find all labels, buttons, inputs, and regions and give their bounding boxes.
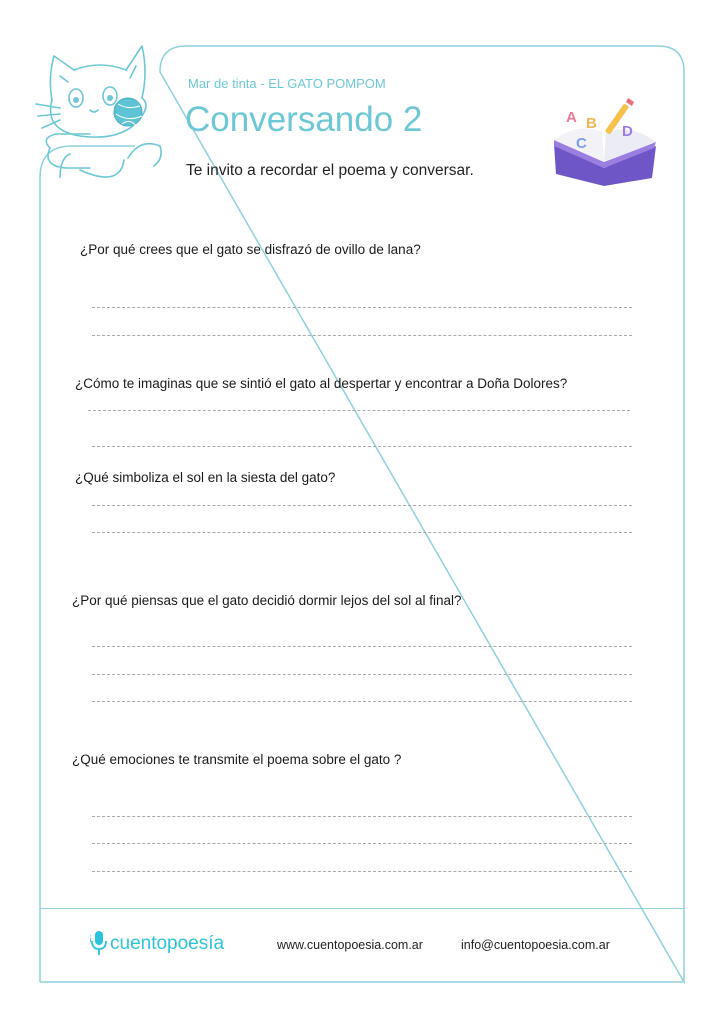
question-1: ¿Por qué crees que el gato se disfrazó de ovillo de lana? (80, 242, 421, 257)
worksheet-intro: Te invito a recordar el poema y conversar. (186, 162, 474, 179)
book-letter-b: B (586, 115, 597, 132)
footer-divider (40, 908, 684, 909)
answer-line[interactable] (92, 646, 632, 647)
microphone-icon (90, 930, 108, 956)
answer-line[interactable] (92, 335, 632, 336)
answer-line[interactable] (92, 505, 632, 506)
worksheet-subtitle: Mar de tinta - EL GATO POMPOM (188, 76, 386, 91)
question-4: ¿Por qué piensas que el gato decidió dormir lejos del sol al final? (72, 593, 462, 608)
answer-line[interactable] (92, 307, 632, 308)
brand-logo-text[interactable]: cuentopoesía (110, 933, 225, 954)
answer-line[interactable] (92, 843, 632, 844)
email-link[interactable]: info@cuentopoesia.com.ar (461, 938, 610, 952)
answer-line[interactable] (92, 871, 632, 872)
question-2: ¿Cómo te imaginas que se sintió el gato al despertar y encontrar a Doña Dolores? (75, 376, 568, 391)
book-letter-a: A (566, 109, 577, 126)
answer-line[interactable] (92, 816, 632, 817)
website-link[interactable]: www.cuentopoesia.com.ar (277, 938, 423, 952)
cat-with-yarn-illustration (30, 38, 170, 178)
answer-line[interactable] (92, 532, 632, 533)
book-letter-c: C (576, 135, 587, 152)
answer-line[interactable] (92, 674, 632, 675)
answer-line[interactable] (92, 701, 632, 702)
book-letter-d: D (622, 123, 633, 140)
answer-line[interactable] (88, 410, 630, 411)
alphabet-book-icon (548, 96, 660, 186)
question-3: ¿Qué simboliza el sol en la siesta del gato? (75, 470, 336, 485)
answer-line[interactable] (92, 446, 632, 447)
question-5: ¿Qué emociones te transmite el poema sobre el gato ? (72, 752, 402, 767)
worksheet-title: Conversando 2 (185, 100, 423, 139)
